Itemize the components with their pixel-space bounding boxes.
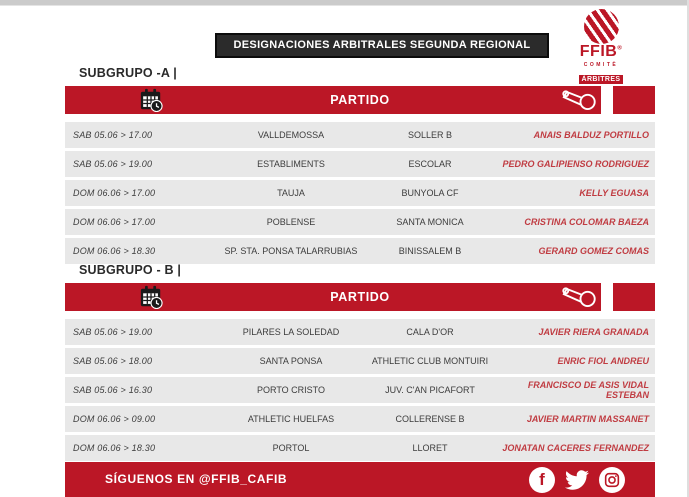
ffib-logo [577,9,625,86]
partido-title: PARTIDO [330,290,390,304]
logo-registered-mark: ® [617,45,623,52]
cell-home: POBLENSE [266,216,316,227]
cell-datetime: SAB 05.06 > 19.00 [73,158,153,169]
cell-referee: KELLY EGUASA [579,187,649,198]
cell-home: ESTABLIMENTS [257,158,325,169]
match-rows [65,319,655,464]
page-title: DESIGNACIONES ARBITRALES SEGUNDA REGIONAL [215,33,549,58]
cell-home: PORTOL [272,442,310,453]
subgroup-label: SUBGRUPO -A | [79,66,177,80]
cell-datetime: DOM 06.06 > 17.00 [73,216,156,227]
match-row [65,180,655,206]
match-row [65,209,655,235]
window-top-strip [0,0,689,6]
cell-referee: CRISTINA COLOMAR BAEZA [524,216,649,227]
match-row [65,377,655,403]
cell-datetime: DOM 06.06 > 09.00 [73,413,156,424]
logo-name-text: FFIB [579,43,618,60]
match-row [65,406,655,432]
match-row [65,238,655,264]
cell-referee: ANAIS BALDUZ PORTILLO [533,129,649,140]
instagram-icon[interactable] [599,467,625,493]
cell-away: SANTA MONICA [396,216,464,227]
match-row [65,122,655,148]
cell-away: BINISSALEM B [398,245,462,256]
cell-referee: JAVIER MARTIN MASSANET [526,413,649,424]
cell-home: SP. STA. PONSA TALARRUBIAS [224,245,358,256]
cell-datetime: SAB 05.06 > 18.00 [73,355,153,366]
cell-home: SANTA PONSA [259,355,323,366]
whistle-icon [561,285,599,309]
logo-arbitres-text: ÀRBITRES [579,75,624,84]
cell-away: COLLERENSE B [395,413,465,424]
cell-datetime: SAB 05.06 > 17.00 [73,129,153,140]
cell-datetime: DOM 06.06 > 18.30 [73,245,156,256]
logo-name [577,44,625,61]
cell-referee: JAVIER RIERA GRANADA [538,326,649,337]
cell-referee: ENRIC FIOL ANDREU [557,355,649,366]
cell-datetime: SAB 05.06 > 19.00 [73,326,153,337]
partido-header-bar [65,283,655,311]
twitter-icon[interactable] [562,468,592,492]
whistle-icon [561,88,599,112]
subgroup-label: SUBGRUPO - B | [79,263,182,277]
partido-title: PARTIDO [330,93,390,107]
cell-referee: GERARD GOMEZ COMAS [538,245,649,256]
cell-away: ATHLETIC CLUB MONTUIRI [371,355,489,366]
cell-home: ATHLETIC HUELFAS [247,413,335,424]
cell-referee: FRANCISCO DE ASIS VIDAL ESTEBAN [527,379,649,400]
follow-us-text: SÍGUENOS EN @FFIB_CAFIB [105,472,288,486]
cell-away: BUNYOLA CF [401,187,459,198]
match-row [65,151,655,177]
match-rows [65,122,655,267]
cell-away: SOLLER B [407,129,453,140]
cell-away: ESCOLAR [408,158,452,169]
cell-away: CALA D'OR [406,326,454,337]
cell-home: PORTO CRISTO [256,384,325,395]
cell-referee: JONATAN CACERES FERNANDEZ [502,442,649,453]
facebook-icon[interactable] [529,467,555,493]
cell-home: TAUJA [277,187,305,198]
social-icons [529,466,625,493]
match-row [65,348,655,374]
cell-away: LLORET [412,442,448,453]
cell-home: PILARES LA SOLEDAD [242,326,340,337]
logo-comite-text: COMITÈ [583,61,619,68]
footer-bar [65,462,655,497]
cell-datetime: DOM 06.06 > 17.00 [73,187,156,198]
cell-datetime: SAB 05.06 > 16.30 [73,384,153,395]
cell-datetime: DOM 06.06 > 18.30 [73,442,156,453]
match-row [65,319,655,345]
match-row [65,435,655,461]
striped-ball-icon [584,9,619,44]
cell-home: VALLDEMOSSA [257,129,325,140]
cell-away: JUV. C'AN PICAFORT [385,384,475,395]
facebook-glyph: f [539,470,545,489]
cell-referee: PEDRO GALIPIENSO RODRIGUEZ [502,158,649,169]
partido-header-bar [65,86,655,114]
